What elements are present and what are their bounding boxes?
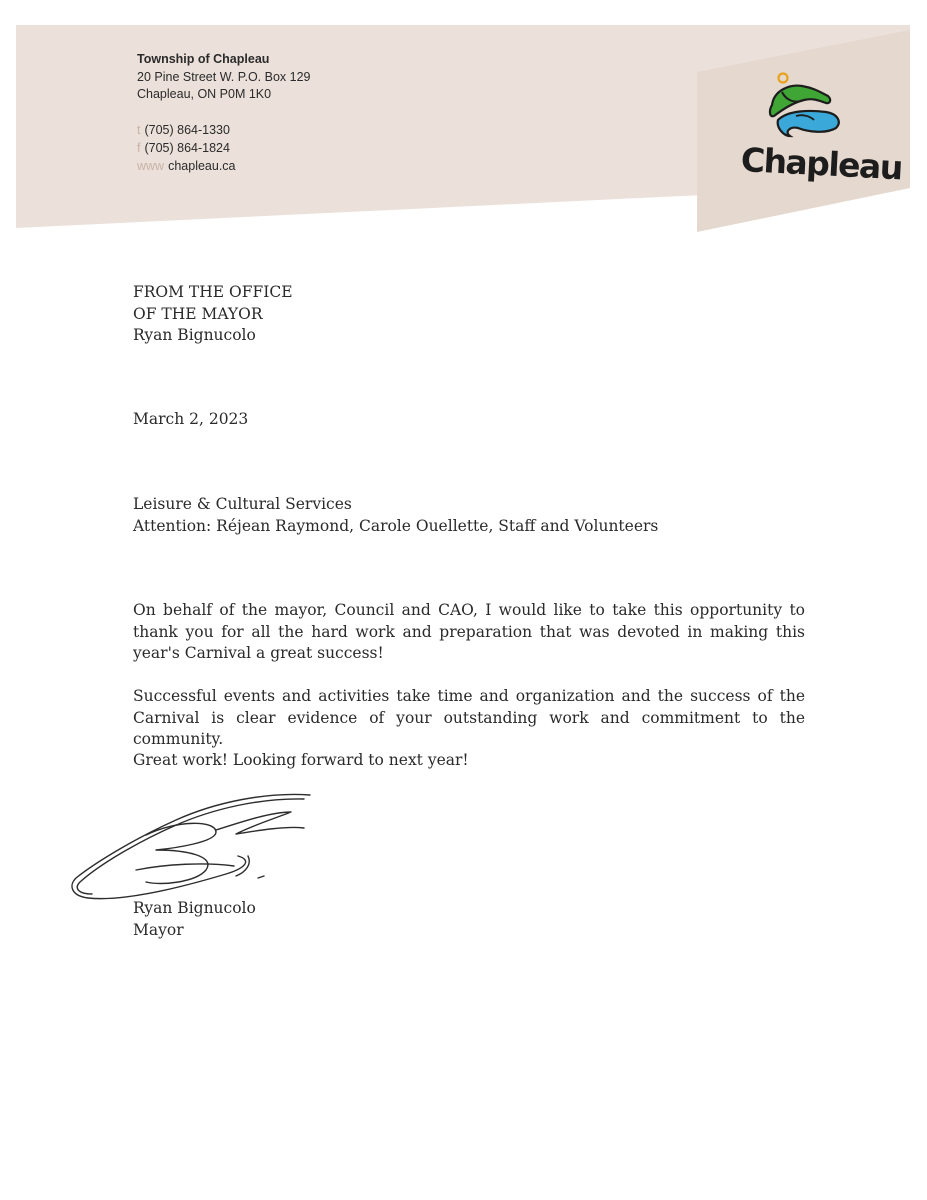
- body-paragraph: Great work! Looking forward to next year!: [133, 751, 469, 769]
- handwritten-signature: [66, 790, 316, 905]
- office-heading: [133, 282, 293, 347]
- address-line-1: 20 Pine Street W. P.O. Box 129: [137, 69, 311, 84]
- fax-prefix: f: [137, 141, 141, 155]
- body-paragraph: Successful events and activities take time and organization and the success of the Carnival is clear evidence of your outstanding work and commitment to the community.: [133, 687, 805, 748]
- recipient-block: [133, 494, 658, 537]
- signer-block: [133, 898, 256, 941]
- office-line: OF THE MAYOR: [133, 304, 263, 323]
- website-row: [137, 157, 236, 175]
- org-name: Township of Chapleau: [137, 52, 270, 66]
- logo-wordmark: Chapleau: [739, 140, 903, 188]
- fax-number: (705) 864-1824: [144, 141, 230, 155]
- letter-date: March 2, 2023: [133, 410, 249, 428]
- phone-number: (705) 864-1330: [144, 123, 230, 137]
- signer-name: Ryan Bignucolo: [133, 899, 256, 917]
- office-line: FROM THE OFFICE: [133, 283, 293, 301]
- body-paragraph: On behalf of the mayor, Council and CAO, I would like to take this opportunity to thank you for all the hard work and preparation that was devoted in making this year's Carnival a great success!: [133, 601, 805, 662]
- recipient-department: Leisure & Cultural Services: [133, 495, 352, 513]
- web-prefix: www: [137, 159, 165, 173]
- phone-row: [137, 121, 236, 139]
- address-line-2: Chapleau, ON P0M 1K0: [137, 87, 272, 101]
- recipient-attention: Attention: Réjean Raymond, Carole Ouellette, Staff and Volunteers: [133, 516, 659, 535]
- office-line: Ryan Bignucolo: [133, 326, 256, 344]
- fax-row: [137, 139, 236, 157]
- contact-block: [137, 121, 236, 175]
- org-address-block: [137, 51, 310, 104]
- website: chapleau.ca: [168, 159, 236, 173]
- phone-prefix: t: [137, 123, 141, 137]
- signer-title: Mayor: [133, 920, 184, 939]
